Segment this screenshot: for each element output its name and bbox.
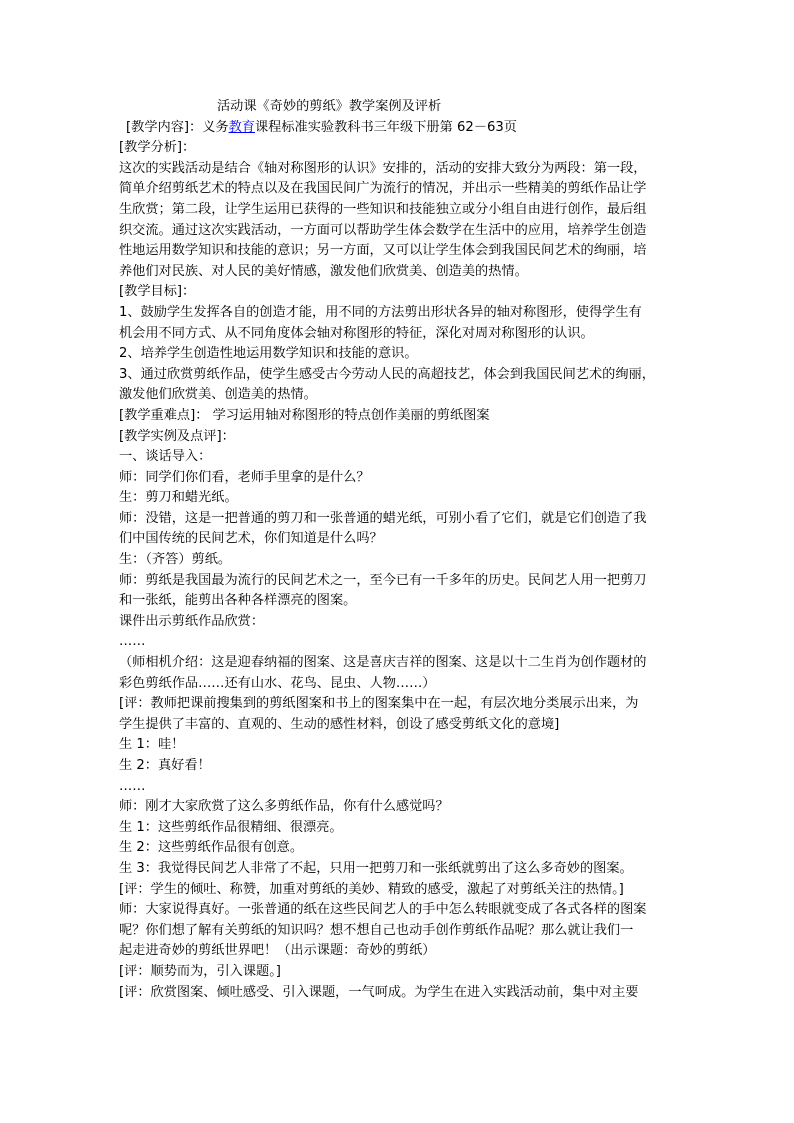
text-line: 性地运用数学知识和技能的意识；另一方面，又可以让学生体会到我国民间艺术的绚丽，培 bbox=[119, 243, 647, 259]
text-line: 生：剪刀和蜡光纸。 bbox=[119, 490, 238, 506]
text-line: 生欣赏；第二段，让学生运用已获得的一些知识和技能独立或分小组自由进行创作，最后组 bbox=[119, 201, 647, 217]
text-line: [教学实例及点评]： bbox=[119, 428, 235, 444]
document-title: 活动课《奇妙的剪纸》教学案例及评析 bbox=[217, 99, 442, 114]
text-line: 织交流。通过这次实践活动，一方面可以帮助学生体会数学在生活中的应用，培养学生创造 bbox=[119, 222, 647, 238]
text-line: 和一张纸，能剪出各种各样漂亮的图案。 bbox=[119, 593, 357, 609]
text-line: 彩色剪纸作品……还有山水、花鸟、昆虫、人物……） bbox=[119, 675, 436, 691]
text-line: [教学分析]： bbox=[119, 140, 196, 156]
text-line: 生 1：哇！ bbox=[119, 737, 185, 753]
text-line: [评：教师把课前搜集到的剪纸图案和书上的图案集中在一起，有层次地分类展示出来，为 bbox=[119, 696, 639, 712]
text-line: 养他们对民族、对人民的美好情感，激发他们欣赏美、创造美的热情。 bbox=[119, 263, 528, 279]
text-line: 课件出示剪纸作品欣赏： bbox=[119, 613, 265, 629]
text-line: [评：顺势而为，引入课题。] bbox=[119, 963, 281, 979]
text-line: [评：欣赏图案、倾吐感受、引入课题，一气呵成。为学生在进入实践活动前，集中对主要 bbox=[119, 984, 639, 1000]
text-line: 生 1：这些剪纸作品很精细、很漂亮。 bbox=[119, 819, 343, 835]
text-line: 学生提供了丰富的、直观的、生动的感性材料，创设了感受剪纸文化的意境] bbox=[119, 716, 560, 732]
teaching-content-label: [教学内容]：义务 bbox=[126, 119, 229, 135]
text-line: 呢？你们想了解有关剪纸的知识吗？想不想自己也动手创作剪纸作品呢？那么就让我们一 bbox=[119, 922, 634, 938]
text-line: 这次的实践活动是结合《轴对称图形的认识》安排的，活动的安排大致分为两段：第一段， bbox=[119, 160, 647, 176]
text-line: 师：刚才大家欣赏了这么多剪纸作品，你有什么感觉吗？ bbox=[119, 799, 449, 815]
text-line: 起走进奇妙的剪纸世界吧！（出示课题：奇妙的剪纸） bbox=[119, 943, 436, 959]
text-line: 们中国传统的民间艺术，你们知道是什么吗？ bbox=[119, 531, 383, 547]
text-line: …… bbox=[119, 778, 146, 794]
text-line: （师相机介绍：这是迎春纳福的图案、这是喜庆吉祥的图案、这是以十二生肖为创作题材的 bbox=[119, 655, 647, 671]
text-line: 生 2：真好看！ bbox=[119, 758, 211, 773]
text-line: 生 2：这些剪纸作品很有创意。 bbox=[119, 840, 304, 856]
text-line: 一、谈话导入： bbox=[119, 449, 212, 465]
text-line: 生：（齐答）剪纸。 bbox=[119, 552, 232, 568]
teaching-content-text: 课程标准实验教科书三年级下册第 62－63页 bbox=[254, 119, 517, 135]
text-line: 2、培养学生创造性地运用数学知识和技能的意识。 bbox=[119, 346, 418, 362]
text-line: 师：剪纸是我国最为流行的民间艺术之一，至今已有一千多年的历史。民间艺人用一把剪刀 bbox=[119, 572, 647, 588]
text-line: [教学目标]： bbox=[119, 284, 196, 300]
education-link[interactable]: 教育 bbox=[228, 119, 255, 135]
text-line: 师：同学们你们看，老师手里拿的是什么？ bbox=[119, 469, 370, 485]
text-line: 师：大家说得真好。一张普通的纸在这些民间艺人的手中怎么转眼就变成了各式各样的图案 bbox=[119, 902, 647, 918]
text-line: [教学重难点]： 学习运用轴对称图形的特点创作美丽的剪纸图案 bbox=[119, 407, 490, 423]
text-line: 生 3：我觉得民间艺人非常了不起，只用一把剪刀和一张纸就剪出了这么多奇妙的图案。 bbox=[119, 860, 633, 876]
text-line: 激发他们欣赏美、创造美的热情。 bbox=[119, 387, 317, 403]
text-line: 3、通过欣赏剪纸作品，使学生感受古今劳动人民的高超技艺，体会到我国民间艺术的绚丽， bbox=[119, 366, 655, 382]
teaching-content-line bbox=[119, 118, 679, 139]
text-line: 师：没错，这是一把普通的剪刀和一张普通的蜡光纸，可别小看了它们，就是它们创造了我 bbox=[119, 510, 647, 526]
text-line: 简单介绍剪纸艺术的特点以及在我国民间广为流行的情况，并出示一些精美的剪纸作品让学 bbox=[119, 181, 647, 197]
text-line: 1、鼓励学生发挥各自的创造才能，用不同的方法剪出形状各异的轴对称图形，使得学生有 bbox=[119, 304, 642, 320]
text-line: [评：学生的倾吐、称赞，加重对剪纸的美妙、精致的感受，激起了对剪纸关注的热情。] bbox=[119, 881, 624, 897]
document-page bbox=[119, 97, 679, 1003]
text-line: …… bbox=[119, 634, 146, 650]
text-line: 机会用不同方式、从不同角度体会轴对称图形的特征，深化对周对称图形的认识。 bbox=[119, 325, 594, 341]
document-body bbox=[119, 138, 679, 1003]
